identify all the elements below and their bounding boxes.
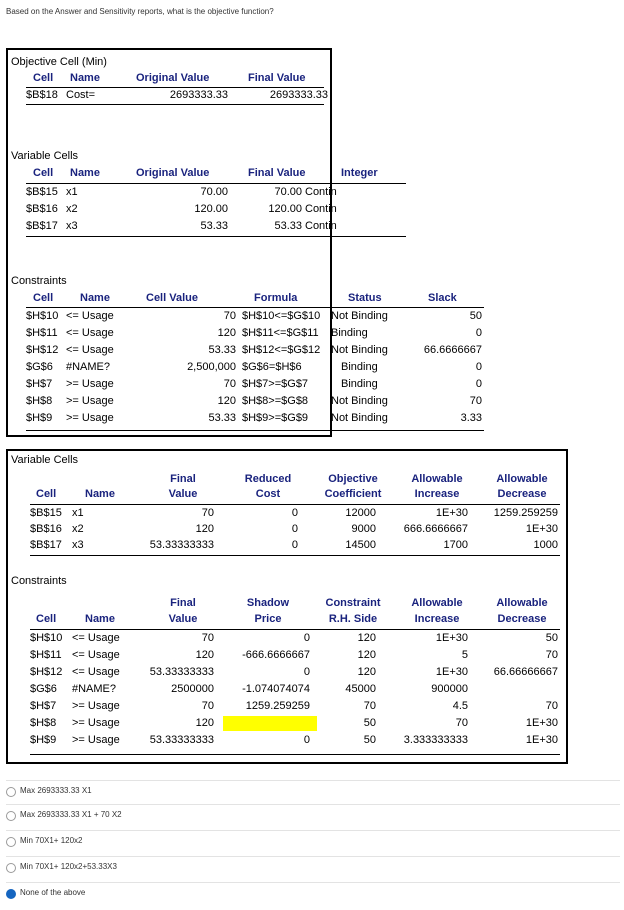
constraint-formula: $G$6=$H$6 xyxy=(242,361,302,373)
var-integer: Contin xyxy=(305,186,337,198)
constraint-cell: $H$12 xyxy=(26,344,59,356)
var-name: x2 xyxy=(66,203,78,215)
option-label: Max 2693333.33 X1 + 70 X2 xyxy=(20,810,122,819)
objective-title: Objective Cell (Min) xyxy=(11,56,107,68)
objective-cell: $B$18 xyxy=(26,89,58,101)
sens-con-increase: 4.5 xyxy=(452,700,468,712)
constraint-formula: $H$11<=$G$11 xyxy=(242,327,319,339)
sens-var-decrease: 1000 xyxy=(533,539,558,551)
option-4[interactable] xyxy=(6,856,620,877)
sens-var-coef: 9000 xyxy=(351,523,376,535)
sens-con-final: 2500000 xyxy=(171,683,214,695)
header-rh-side: R.H. Side xyxy=(328,613,378,625)
var-final: 120.00 xyxy=(268,203,302,215)
sens-con-name: >= Usage xyxy=(72,734,120,746)
header-allowable: Allowable xyxy=(411,473,463,485)
constraint-status: Binding xyxy=(331,327,368,339)
constraint-slack: 70 xyxy=(469,395,482,407)
sens-con-rhs: 120 xyxy=(357,666,376,678)
header-formula: Formula xyxy=(254,292,298,304)
constraint-cell: $H$9 xyxy=(26,412,53,424)
var-name: x1 xyxy=(66,186,78,198)
constraint-formula: $H$10<=$G$10 xyxy=(242,310,321,322)
sens-con-name: >= Usage xyxy=(72,700,120,712)
header-status: Status xyxy=(348,292,382,304)
header-constraint: Constraint xyxy=(325,597,381,609)
sens-var-increase: 1700 xyxy=(443,539,468,551)
sens-con-decrease: 70 xyxy=(545,700,558,712)
var-integer: Contin xyxy=(305,220,337,232)
option-label: Min 70X1+ 120x2 xyxy=(20,836,83,845)
sens-con-increase: 3.333333333 xyxy=(403,734,468,746)
sens-var-final: 70 xyxy=(201,507,214,519)
header-reduced: Reduced xyxy=(244,473,292,485)
sens-con-rhs: 70 xyxy=(363,700,376,712)
sens-con-final: 70 xyxy=(201,632,214,644)
constraint-formula: $H$9>=$G$9 xyxy=(242,412,309,424)
sens-variables-title: Variable Cells xyxy=(11,454,79,466)
sens-con-increase: 5 xyxy=(461,649,468,661)
sens-var-coef: 12000 xyxy=(345,507,376,519)
header-objective: Objective xyxy=(328,473,378,485)
var-original: 120.00 xyxy=(194,203,228,215)
sens-var-name: x2 xyxy=(72,523,84,535)
sens-var-coef: 14500 xyxy=(345,539,376,551)
sens-con-rhs: 120 xyxy=(357,632,376,644)
constraint-value: 70 xyxy=(223,310,236,322)
sensitivity-report xyxy=(6,449,568,764)
header-integer: Integer xyxy=(341,167,378,179)
radio-button[interactable] xyxy=(6,811,16,821)
option-label: None of the above xyxy=(20,888,86,897)
constraints-title: Constraints xyxy=(11,275,67,287)
highlighted-cell xyxy=(223,716,317,731)
constraint-name: <= Usage xyxy=(66,310,114,322)
sens-var-reduced: 0 xyxy=(291,523,298,535)
sens-con-rhs: 45000 xyxy=(345,683,376,695)
constraint-cell: $G$6 xyxy=(26,361,53,373)
constraint-status: Not Binding xyxy=(331,344,388,356)
constraint-value: 53.33 xyxy=(208,412,236,424)
sens-var-cell: $B$17 xyxy=(30,539,62,551)
question-text: Based on the Answer and Sensitivity reports, what is the objective function? xyxy=(6,7,274,16)
sens-con-name: #NAME? xyxy=(72,683,117,695)
header-decrease: Decrease xyxy=(497,488,547,500)
sens-con-decrease: 66.66666667 xyxy=(493,666,558,678)
radio-button[interactable] xyxy=(6,863,16,873)
constraint-slack: 3.33 xyxy=(460,412,482,424)
header-increase: Increase xyxy=(414,488,460,500)
option-3[interactable] xyxy=(6,830,620,851)
header-cell: Cell xyxy=(33,167,54,179)
var-integer: Contin xyxy=(305,203,337,215)
sens-con-rhs: 50 xyxy=(363,717,376,729)
constraint-value: 120 xyxy=(217,327,236,339)
sens-con-cell: $H$8 xyxy=(30,717,57,729)
header-price: Price xyxy=(254,613,282,625)
option-label: Min 70X1+ 120x2+53.33X3 xyxy=(20,862,117,871)
header-final-value: Final Value xyxy=(248,167,306,179)
variables-title: Variable Cells xyxy=(11,150,79,162)
sens-con-shadow: -1.074074074 xyxy=(242,683,310,695)
constraint-slack: 66.6666667 xyxy=(423,344,482,356)
constraint-value: 70 xyxy=(223,378,236,390)
constraint-name: <= Usage xyxy=(66,327,114,339)
sens-con-shadow: 0 xyxy=(303,666,310,678)
sens-con-increase: 900000 xyxy=(431,683,468,695)
var-original: 53.33 xyxy=(200,220,228,232)
header-value: Value xyxy=(168,488,198,500)
sens-con-rhs: 120 xyxy=(357,649,376,661)
sens-con-cell: $H$11 xyxy=(30,649,62,661)
sens-con-shadow: 1259.259259 xyxy=(245,700,310,712)
constraint-name: >= Usage xyxy=(66,412,114,424)
sens-var-reduced: 0 xyxy=(291,507,298,519)
sens-var-decrease: 1E+30 xyxy=(525,523,558,535)
sens-var-name: x3 xyxy=(72,539,84,551)
header-shadow: Shadow xyxy=(246,597,290,609)
sens-con-final: 53.33333333 xyxy=(149,734,214,746)
sens-constraints-title: Constraints xyxy=(11,575,67,587)
header-name: Name xyxy=(70,72,100,84)
header-coefficient: Coefficient xyxy=(324,488,382,500)
constraint-value: 2,500,000 xyxy=(187,361,236,373)
objective-name: Cost= xyxy=(66,89,96,101)
var-name: x3 xyxy=(66,220,78,232)
constraint-status: Not Binding xyxy=(331,310,388,322)
header-name: Name xyxy=(70,167,100,179)
sens-con-decrease: 1E+30 xyxy=(525,734,558,746)
header-cost: Cost xyxy=(255,488,281,500)
sens-con-final: 70 xyxy=(201,700,214,712)
sens-var-cell: $B$16 xyxy=(30,523,62,535)
sens-con-shadow: 0 xyxy=(303,632,310,644)
header-allowable: Allowable xyxy=(496,473,548,485)
constraint-cell: $H$8 xyxy=(26,395,53,407)
sens-con-final: 120 xyxy=(195,717,214,729)
objective-original: 2693333.33 xyxy=(169,89,228,101)
constraint-cell: $H$10 xyxy=(26,310,59,322)
header-original-value: Original Value xyxy=(136,167,210,179)
radio-button-selected[interactable] xyxy=(6,889,16,899)
sens-con-name: <= Usage xyxy=(72,666,120,678)
header-final-value: Final Value xyxy=(248,72,306,84)
constraint-slack: 0 xyxy=(475,361,482,373)
sens-con-decrease: 50 xyxy=(545,632,558,644)
header-allowable: Allowable xyxy=(496,597,548,609)
constraint-name: #NAME? xyxy=(66,361,111,373)
sens-con-cell: $H$9 xyxy=(30,734,57,746)
sens-con-cell: $G$6 xyxy=(30,683,57,695)
sens-con-cell: $H$7 xyxy=(30,700,57,712)
option-2[interactable] xyxy=(6,804,620,825)
constraint-status: Not Binding xyxy=(331,412,388,424)
radio-button[interactable] xyxy=(6,837,16,847)
sens-con-name: <= Usage xyxy=(72,649,120,661)
header-name: Name xyxy=(80,292,110,304)
sens-con-increase: 1E+30 xyxy=(435,666,468,678)
sens-var-decrease: 1259.259259 xyxy=(493,507,558,519)
sens-con-increase: 70 xyxy=(455,717,468,729)
sens-var-final: 120 xyxy=(195,523,214,535)
constraint-name: >= Usage xyxy=(66,395,114,407)
sens-con-final: 53.33333333 xyxy=(149,666,214,678)
header-cell-value: Cell Value xyxy=(146,292,198,304)
header-slack: Slack xyxy=(428,292,457,304)
objective-final: 2693333.33 xyxy=(269,89,328,101)
header-cell: Cell xyxy=(33,72,54,84)
header-original-value: Original Value xyxy=(136,72,210,84)
constraint-status: Binding xyxy=(341,361,378,373)
sens-con-shadow: 0 xyxy=(303,734,310,746)
constraint-slack: 0 xyxy=(475,378,482,390)
option-5[interactable] xyxy=(6,882,620,903)
header-value: Value xyxy=(168,613,198,625)
constraint-cell: $H$7 xyxy=(26,378,53,390)
header-final: Final xyxy=(170,597,196,609)
header-increase: Increase xyxy=(414,613,460,625)
radio-button[interactable] xyxy=(6,787,16,797)
sens-con-final: 120 xyxy=(195,649,214,661)
var-original: 70.00 xyxy=(200,186,228,198)
constraint-formula: $H$7>=$G$7 xyxy=(242,378,309,390)
sens-con-increase: 1E+30 xyxy=(435,632,468,644)
sens-con-cell: $H$10 xyxy=(30,632,63,644)
constraint-name: <= Usage xyxy=(66,344,114,356)
constraint-cell: $H$11 xyxy=(26,327,58,339)
var-final: 53.33 xyxy=(274,220,302,232)
constraint-value: 53.33 xyxy=(208,344,236,356)
sens-var-name: x1 xyxy=(72,507,84,519)
constraint-status: Not Binding xyxy=(331,395,388,407)
constraint-status: Binding xyxy=(341,378,378,390)
header-cell: Cell xyxy=(36,613,57,625)
sens-con-name: >= Usage xyxy=(72,717,120,729)
constraint-value: 120 xyxy=(217,395,236,407)
sens-var-final: 53.33333333 xyxy=(149,539,214,551)
header-decrease: Decrease xyxy=(497,613,547,625)
sens-con-rhs: 50 xyxy=(363,734,376,746)
sens-con-decrease: 70 xyxy=(545,649,558,661)
var-cell: $B$16 xyxy=(26,203,58,215)
sens-var-reduced: 0 xyxy=(291,539,298,551)
sens-var-increase: 1E+30 xyxy=(435,507,468,519)
option-label: Max 2693333.33 X1 xyxy=(20,786,92,795)
constraint-slack: 0 xyxy=(475,327,482,339)
sens-con-shadow: -666.6666667 xyxy=(242,649,310,661)
constraint-name: >= Usage xyxy=(66,378,114,390)
header-final: Final xyxy=(170,473,196,485)
var-cell: $B$17 xyxy=(26,220,58,232)
header-name: Name xyxy=(85,488,115,500)
answer-report xyxy=(6,48,482,437)
header-allowable: Allowable xyxy=(411,597,463,609)
constraint-formula: $H$12<=$G$12 xyxy=(242,344,321,356)
header-cell: Cell xyxy=(36,488,57,500)
header-cell: Cell xyxy=(33,292,54,304)
option-1[interactable] xyxy=(6,780,620,801)
sens-var-cell: $B$15 xyxy=(30,507,62,519)
var-final: 70.00 xyxy=(274,186,302,198)
sens-con-decrease: 1E+30 xyxy=(525,717,558,729)
constraint-formula: $H$8>=$G$8 xyxy=(242,395,309,407)
sens-con-cell: $H$12 xyxy=(30,666,63,678)
header-name: Name xyxy=(85,613,115,625)
constraint-slack: 50 xyxy=(469,310,482,322)
sens-var-increase: 666.6666667 xyxy=(403,523,468,535)
sens-con-name: <= Usage xyxy=(72,632,120,644)
var-cell: $B$15 xyxy=(26,186,58,198)
